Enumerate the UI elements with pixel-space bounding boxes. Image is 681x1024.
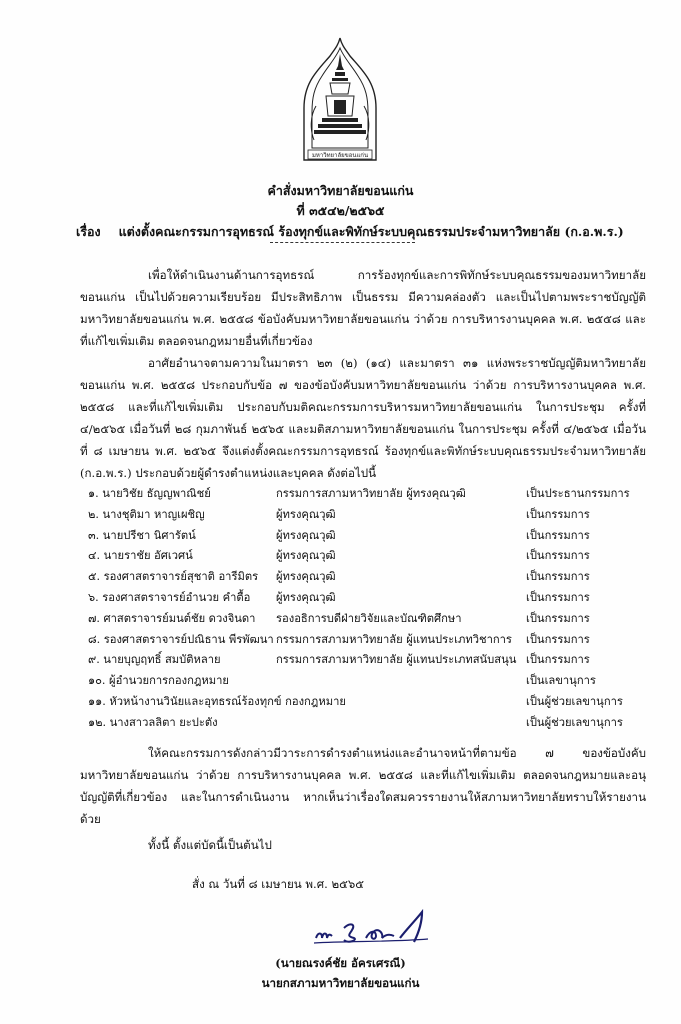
order-date <box>192 873 592 895</box>
member-role: เป็นกรรมการ <box>526 570 590 584</box>
order-number: ที่ ๓๕๔๒/๒๕๖๕ <box>296 203 385 218</box>
university-emblem-icon <box>298 36 382 166</box>
order-title: คำสั่งมหาวิทยาลัยขอนแก่น <box>267 183 414 198</box>
member-name: ๓. นายปรีชา นิศารัตน์ <box>88 528 196 542</box>
member-name: ๔. นายราชัย อัศเวศน์ <box>88 549 193 563</box>
member-name: ๙. นายบุญฤทธิ์ สมบัติหลาย <box>88 653 221 667</box>
member-name: ๑๑. หัวหน้างานวินัยและอุทธรณ์ร้องทุกข์ กองกฎหมาย <box>88 694 346 708</box>
paragraph-purpose <box>80 264 646 352</box>
member-row <box>88 650 648 671</box>
member-role: เป็นเลขานุการ <box>526 674 596 688</box>
member-position: ผู้ทรงคุณวุฒิ <box>276 507 336 521</box>
paragraph-purpose-text: เพื่อให้ดำเนินงานด้านการอุทธรณ์ การร้องทุกข์และการพิทักษ์ระบบคุณธรรมของมหาวิทยาลัยขอนแก่น เป็นไปด้วยความเรียบร้อย มีประสิทธิภาพ เป็นธรรม มีความคล่องตัว และเป็นไปตามพระราชบัญญัติมหาวิทยาลัยขอนแก่น พ.ศ. ๒๕๕๘ ข้อบังคับมหาวิทยาลัยขอนแก่น ว่าด้วย การบริหารงานบุคคล พ.ศ. ๒๕๕๘ และที่แก้ไขเพิ่มเติม ตลอดจนกฎหมายอื่นที่เกี่ยวข้อง <box>80 268 646 348</box>
member-position: ผู้ทรงคุณวุฒิ <box>276 590 336 604</box>
emblem-label: มหาวิทยาลัยขอนแก่น <box>311 152 369 159</box>
signer-name: (นายณรงค์ชัย อัครเศรณี) <box>275 956 406 970</box>
subject-line <box>76 222 624 242</box>
member-name: ๕. รองศาสตราจารย์สุชาติ อารีมิตร <box>88 570 259 584</box>
member-role: เป็นกรรมการ <box>526 549 590 563</box>
member-role: เป็นกรรมการ <box>526 632 590 646</box>
member-row <box>88 609 648 630</box>
member-name: ๑. นายวิชัย ธัญญพาณิชย์ <box>88 487 211 500</box>
paragraph-duties-text: ให้คณะกรรมการดังกล่าวมีวาระการดำรงตำแหน่งและอำนาจหน้าที่ตามข้อ ๗ ของข้อบังคับมหาวิทยาลัยขอนแก่น ว่าด้วย การบริหารงานบุคคล พ.ศ. ๒๕๕๘ และที่แก้ไขเพิ่มเติม ตลอดจนกฎหมายและอนุบัญญัติที่เกี่ยวข้อง และในการดำเนินงาน หากเห็นว่าเรื่องใดสมควรรายงานให้สภามหาวิทยาลัยทราบให้รายงานด้วย <box>80 746 646 826</box>
member-role: เป็นกรรมการ <box>526 507 590 521</box>
member-position: ผู้ทรงคุณวุฒิ <box>276 549 336 563</box>
member-role: เป็นผู้ช่วยเลขานุการ <box>526 715 623 729</box>
member-row <box>88 692 648 713</box>
member-position: กรรมการสภามหาวิทยาลัย ผู้แทนประเภทสนับสนุน <box>276 653 517 667</box>
signer-title: นายกสภามหาวิทยาลัยขอนแก่น <box>261 976 420 990</box>
member-row <box>88 713 648 734</box>
member-role: เป็นกรรมการ <box>526 653 590 667</box>
subject-text: แต่งตั้งคณะกรรมการอุทธรณ์ ร้องทุกข์และพิทักษ์ระบบคุณธรรมประจำมหาวิทยาลัย (ก.อ.พ.ร.) <box>118 224 624 239</box>
member-row <box>88 526 648 547</box>
signature-image <box>310 908 440 948</box>
paragraph-authority-text: อาศัยอำนาจตามความในมาตรา ๒๓ (๒) (๑๔) และมาตรา ๓๑ แห่งพระราชบัญญัติมหาวิทยาลัยขอนแก่น พ.ศ. ๒๕๕๘ ประกอบกับข้อ ๗ ของข้อบังคับมหาวิทยาลัยขอนแก่น ว่าด้วย การบริหารงานบุคคล พ.ศ. ๒๕๕๘ และที่แก้ไขเพิ่มเติม ประกอบกับมติคณะกรรมการบริหารมหาวิทยาลัยขอนแก่น ในการประชุม ครั้งที่ ๔/๒๕๖๕ เมื่อวันที่ ๒๘ กุมภาพันธ์ ๒๕๖๕ และมติสภามหาวิทยาลัยขอนแก่น ในการประชุม ครั้งที่ ๔/๒๕๖๕ เมื่อวันที่ ๘ เมษายน พ.ศ. ๒๕๖๕ จึงแต่งตั้งคณะกรรมการอุทธรณ์ ร้องทุกข์และพิทักษ์ระบบคุณธรรมประจำมหาวิทยาลัย (ก.อ.พ.ร.) ประกอบด้วยผู้ดำรงตำแหน่งและบุคคล ดังต่อไปนี้ <box>80 356 646 480</box>
member-role: เป็นกรรมการ <box>526 590 590 604</box>
member-position: กรรมการสภามหาวิทยาลัย ผู้แทนประเภทวิชาการ <box>276 632 512 646</box>
member-row <box>88 588 648 609</box>
member-position: รองอธิการบดีฝ่ายวิจัยและบัณฑิตศึกษา <box>276 611 462 625</box>
member-position: ผู้ทรงคุณวุฒิ <box>276 570 336 584</box>
member-name: ๗. ศาสตราจารย์มนต์ชัย ดวงจินดา <box>88 611 256 625</box>
member-row <box>88 546 648 567</box>
member-position: ผู้ทรงคุณวุฒิ <box>276 528 336 542</box>
member-name: ๘. รองศาสตราจารย์ปณิธาน พีรพัฒนา <box>88 632 274 646</box>
member-row <box>88 630 648 651</box>
member-name: ๑๐. ผู้อำนวยการกองกฎหมาย <box>88 674 229 688</box>
member-row <box>88 505 648 526</box>
order-date-text: สั่ง ณ วันที่ ๘ เมษายน พ.ศ. ๒๕๖๕ <box>192 877 365 891</box>
member-position: กรรมการสภามหาวิทยาลัย ผู้ทรงคุณวุฒิ <box>276 487 466 500</box>
paragraph-effective-text: ทั้งนี้ ตั้งแต่บัดนี้เป็นต้นไป <box>148 838 272 852</box>
member-row <box>88 671 648 692</box>
paragraph-authority <box>80 352 646 484</box>
member-name: ๖. รองศาสตราจารย์อำนวย คำตื้อ <box>88 590 251 604</box>
paragraph-effective <box>148 834 548 856</box>
member-role: เป็นผู้ช่วยเลขานุการ <box>526 694 623 708</box>
divider <box>270 242 415 243</box>
member-role: เป็นกรรมการ <box>526 528 590 542</box>
member-name: ๒. นางชุติมา หาญเผชิญ <box>88 507 205 521</box>
member-row <box>88 484 648 505</box>
member-list <box>88 484 648 734</box>
member-role: เป็นประธานกรรมการ <box>526 487 630 500</box>
member-name: ๑๒. นางสาวลลิตา ยะปะตัง <box>88 715 218 729</box>
paragraph-duties <box>80 742 646 830</box>
member-row <box>88 567 648 588</box>
member-role: เป็นกรรมการ <box>526 611 590 625</box>
subject-label: เรื่อง <box>76 224 101 239</box>
